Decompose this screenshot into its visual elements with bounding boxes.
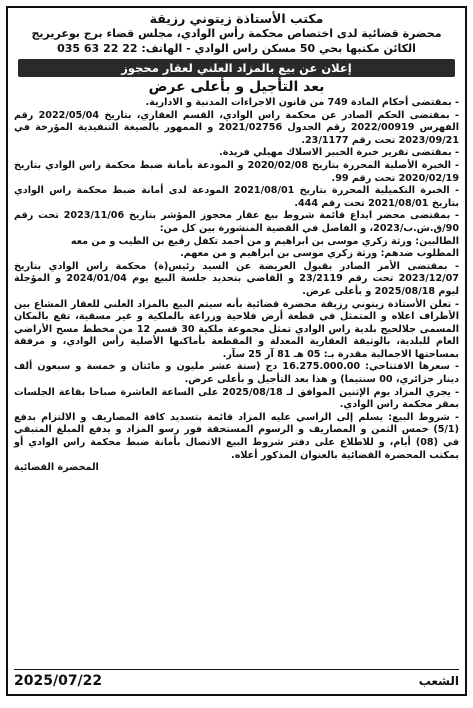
publication-name: الشعب xyxy=(418,674,459,688)
paragraph: - الخبرة التكميلية المحررة بتاريخ 2021/08/01 المودعة لدى أمانة ضبط محكمة راس الوادي بتاريخ 2021/08/01 تحت رقم 444. xyxy=(14,185,459,209)
paragraph: - بمقتضى تقرير خبرة الخبير الاسلاك مهيلي فريدة. xyxy=(219,147,459,159)
paragraph: - بمقتضى الحكم الصادر عن محكمة راس الوادي، القسم العقاري، بتاريخ 2022/05/04 رقم الفهرس 2022/00919 رقم الجدول 2021/02756 و الممهور بالصيغة التنفيذية المؤرخة في 2023/09/21 تحت رقم 23/1177. xyxy=(14,109,460,146)
paragraph: - بمقتضى محضر ايداع قائمة شروط بيع عقار محجوز المؤشر بتاريخ 2023/11/06 تحت رقم 90/ق.ش.ب/2023، و الفاصل في القضية المنشورة بين كل من: xyxy=(14,210,460,234)
paragraph: الطالبين: ورثة زكري موسى بن ابراهيم و من أحمد تكفل رفيع بن الطيب و من معه xyxy=(70,235,459,247)
notice-header xyxy=(14,11,459,56)
paragraph: - الخبرة الأصلية المحررة بتاريخ 2020/02/08 و المودعة بأمانة ضبط محكمة راس الوادي بتاريخ 2020/02/19 تحت رقم 99. xyxy=(14,159,459,184)
office-jurisdiction: محضرة قضائية لدى اختصاص محكمة رأس الوادي، مجلس قضاء برج بوعريريج xyxy=(31,27,442,40)
paragraph: - سعرها الافتتاحي: 16.275.000.00 دج (ستة عشر مليون و مائتان و خمسة و سبعون ألف دينار جزائري، 00 سنتيما) و هذا بعد التأجيل و بأعلى عرض. xyxy=(14,361,459,386)
paragraph: المطلوب ضدهم: ورثة زكري موسى بن ابراهيم و من معهم. xyxy=(180,248,459,260)
paragraph: - بمقتضى أحكام المادة 749 من قانون الاجراءات المدنية و الادارية. xyxy=(145,97,459,108)
paragraph: - بمقتضى الأمر الصادر بقبول العريضة عن السيد رئيس(ة) محكمة راس الوادي بتاريخ 2023/12/07 تحت رقم 23/2119 و القاضي بتحديد جلسة البيع يوم 2024/01/04 و المؤجلة ليوم 2025/08/18 و بأعلى عرض. xyxy=(14,260,459,297)
office-name: مكتب الأستاذة زيتوني رزيقة xyxy=(149,11,324,26)
publication-date: 2025/07/22 xyxy=(14,673,103,689)
legal-notice xyxy=(6,6,467,696)
notice-body xyxy=(14,97,459,475)
notice-subtitle: بعد التأجيل و بأعلى عرض xyxy=(148,79,325,95)
office-address: الكائن مكتبها بحي 50 مسكن راس الوادي - الهاتف: 22 22 63 035 xyxy=(57,42,416,55)
paragraph: - تعلن الأستاذة زيتوني رزيقة محضرة قضائية بأنه سيتم البيع بالمزاد العلني للعقار المشاع بين الأطراف اعلاه و المتمثل في قطعة أرض فلاحية وزراعة بالملكية و غير مسقية، تقع بالمكان المسمى جلالحيج بلدية راس الوادي تمثل مجموعة ملكية 30 قسم 12 من مخطط مسح الأراضي العام للبلدية، بالوثيقة العقارية المعدلة و المقطعة بأماكنها الأصلية رأس الوادي، و مرفقة بمساحتها الاجمالية مقدرة بـ: 05 هـ 81 آر 25 سآر. xyxy=(14,298,459,360)
signoff: المحضرة القضائية xyxy=(14,462,99,474)
paragraph: - يجري المزاد يوم الإثنين الموافق لـ 2025/08/18 على الساعة العاشرة صباحا بقاعة الجلسات بمقر محكمة راس الوادي. xyxy=(14,386,459,411)
notice-footer xyxy=(14,669,459,692)
notice-banner: إعلان عن بيع بالمزاد العلني لعقار محجوز xyxy=(18,59,455,77)
paragraph: - شروط البيع: يسلم إلى الراسي عليه المزاد قائمة بتسديد كافة المصاريف و الالتزام بدفع (5/1) خمس الثمن و المصاريف و الرسوم المستحقة فور رسو المزاد و يدفع المبلغ المتبقي في (08) أيام، و للاطلاع على دفتر شروط البيع الاتصال بأمانة ضبط محكمة راس الوادي أو بمكتب المحضرة القضائية بالعنوان المذكور أعلاه. xyxy=(14,411,459,461)
